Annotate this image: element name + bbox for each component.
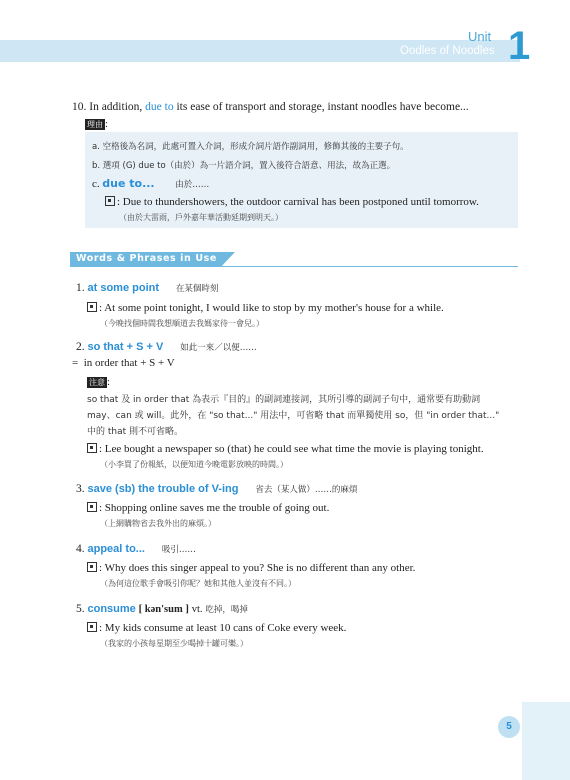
- question-text-after: its ease of transport and storage, instant noodles have become...: [176, 101, 469, 113]
- unit-label: Unit: [468, 29, 492, 44]
- item-1-example: [87, 302, 444, 314]
- item-phrase: save (sb) the trouble of V-ing: [87, 483, 239, 495]
- item-phrase: at some point: [87, 282, 160, 294]
- reason-c-meaning: 由於……: [175, 180, 210, 190]
- item-4-example: [87, 562, 415, 574]
- item-3-example: [87, 502, 329, 514]
- equivalent-phrase: in order that + S + V: [83, 357, 175, 369]
- question-number: 10.: [72, 101, 87, 113]
- item-number: 5.: [76, 603, 85, 615]
- item-5-example: [87, 622, 346, 634]
- item-meaning: 如此一來／以便……: [180, 343, 257, 353]
- reason-heading: 理由 :: [87, 118, 109, 130]
- note-tag: 注意: [89, 378, 105, 387]
- example-text: : My kids consume at least 10 cans of Coke every week.: [99, 622, 347, 634]
- section-divider: [70, 266, 518, 267]
- equals-sign: =: [72, 357, 79, 369]
- item-5-example-zh: （我家的小孩每星期至少喝掉十罐可樂。）: [100, 639, 248, 648]
- item-2-heading: [76, 341, 257, 353]
- item-number: 4.: [76, 543, 85, 555]
- question-highlight: due to: [145, 101, 174, 113]
- question-text-before: In addition,: [89, 101, 143, 113]
- item-meaning: 吸引……: [161, 545, 196, 555]
- reason-a: a. 空格後為名詞，此處可置入介詞，形成介詞片語作副詞用，修飾其後的主要子句。: [92, 142, 409, 152]
- item-1-example-zh: （今晚找個時間我想順道去我媽家待一會兒。）: [100, 319, 264, 328]
- item-meaning: 吃掉，喝掉: [205, 605, 248, 615]
- example-icon: [87, 302, 97, 312]
- item-number: 2.: [76, 341, 85, 353]
- question-10: [72, 101, 469, 113]
- item-1-heading: [76, 282, 218, 294]
- reason-c: [92, 177, 209, 190]
- example-icon: [87, 502, 97, 512]
- item-pronunciation: [ kən'sum ]: [138, 604, 189, 615]
- example-text: : Why does this singer appeal to you? She is no different than any other.: [99, 562, 416, 574]
- item-3-example-zh: （上網購物省去我外出的麻煩。）: [100, 519, 216, 528]
- reason-c-label: c.: [92, 178, 100, 190]
- reason-c-phrase: due to...: [102, 177, 155, 190]
- item-2-equiv: [72, 357, 175, 369]
- item-2-note-heading: 注意 :: [89, 376, 111, 388]
- section-banner-text: Words & Phrases in Use: [76, 253, 217, 264]
- example-icon: [87, 443, 97, 453]
- reason-c-example-zh: （由於大雷雨，戶外嘉年華活動延期到明天。）: [119, 213, 283, 222]
- item-phrase: appeal to...: [87, 543, 145, 555]
- item-3-heading: [76, 483, 357, 495]
- page-side-decoration: [522, 702, 570, 780]
- reason-tag: 理由: [87, 120, 103, 129]
- item-2-example-zh: （小李買了份報紙，以便知道今晚電影放映的時間。）: [100, 460, 288, 469]
- item-2-note-line2: may、can 或 will。此外，在 "so that..." 用法中，可省略 that 而單獨使用 so，但 "in order that...": [87, 411, 500, 421]
- example-icon: [87, 562, 97, 572]
- example-text: : Shopping online saves me the trouble of going out.: [99, 502, 330, 514]
- item-meaning: 省去（某人做）……的麻煩: [255, 485, 358, 495]
- example-text: : Lee bought a newspaper so (that) he could see what time the movie is playing tonight.: [99, 443, 484, 455]
- example-text: : Due to thundershowers, the outdoor carnival has been postponed until tomorrow.: [117, 196, 479, 208]
- item-2-example: [87, 443, 484, 455]
- item-phrase: consume: [87, 603, 136, 615]
- item-number: 1.: [76, 282, 85, 294]
- item-4-example-zh: （為何這位歌手會吸引你呢？她和其他人並沒有不同。）: [100, 579, 296, 588]
- reason-c-example: [105, 196, 479, 208]
- item-part-of-speech: vt.: [191, 604, 203, 615]
- unit-number: 1: [508, 24, 531, 68]
- example-icon: [87, 622, 97, 632]
- example-text: : At some point tonight, I would like to stop by my mother's house for a while.: [99, 302, 444, 314]
- unit-title: Oodles of Noodles: [400, 45, 495, 57]
- item-2-note-line1: so that 及 in order that 為表示『目的』的副詞連接詞，其所引導的副詞子句中，通常要有助動詞: [87, 395, 481, 405]
- reason-b: b. 選項 (G) due to（由於）為一片語介詞，置入後符合語意、用法，故為正選。: [92, 161, 396, 171]
- item-4-heading: [76, 543, 196, 555]
- example-icon: [105, 196, 115, 206]
- page-number: 5: [498, 716, 520, 738]
- item-meaning: 在某個時刻: [175, 284, 219, 294]
- item-phrase: so that + S + V: [87, 341, 164, 353]
- item-number: 3.: [76, 483, 85, 495]
- item-5-heading: [76, 603, 248, 615]
- item-2-note-line3: 中的 that 則不可省略。: [87, 427, 183, 437]
